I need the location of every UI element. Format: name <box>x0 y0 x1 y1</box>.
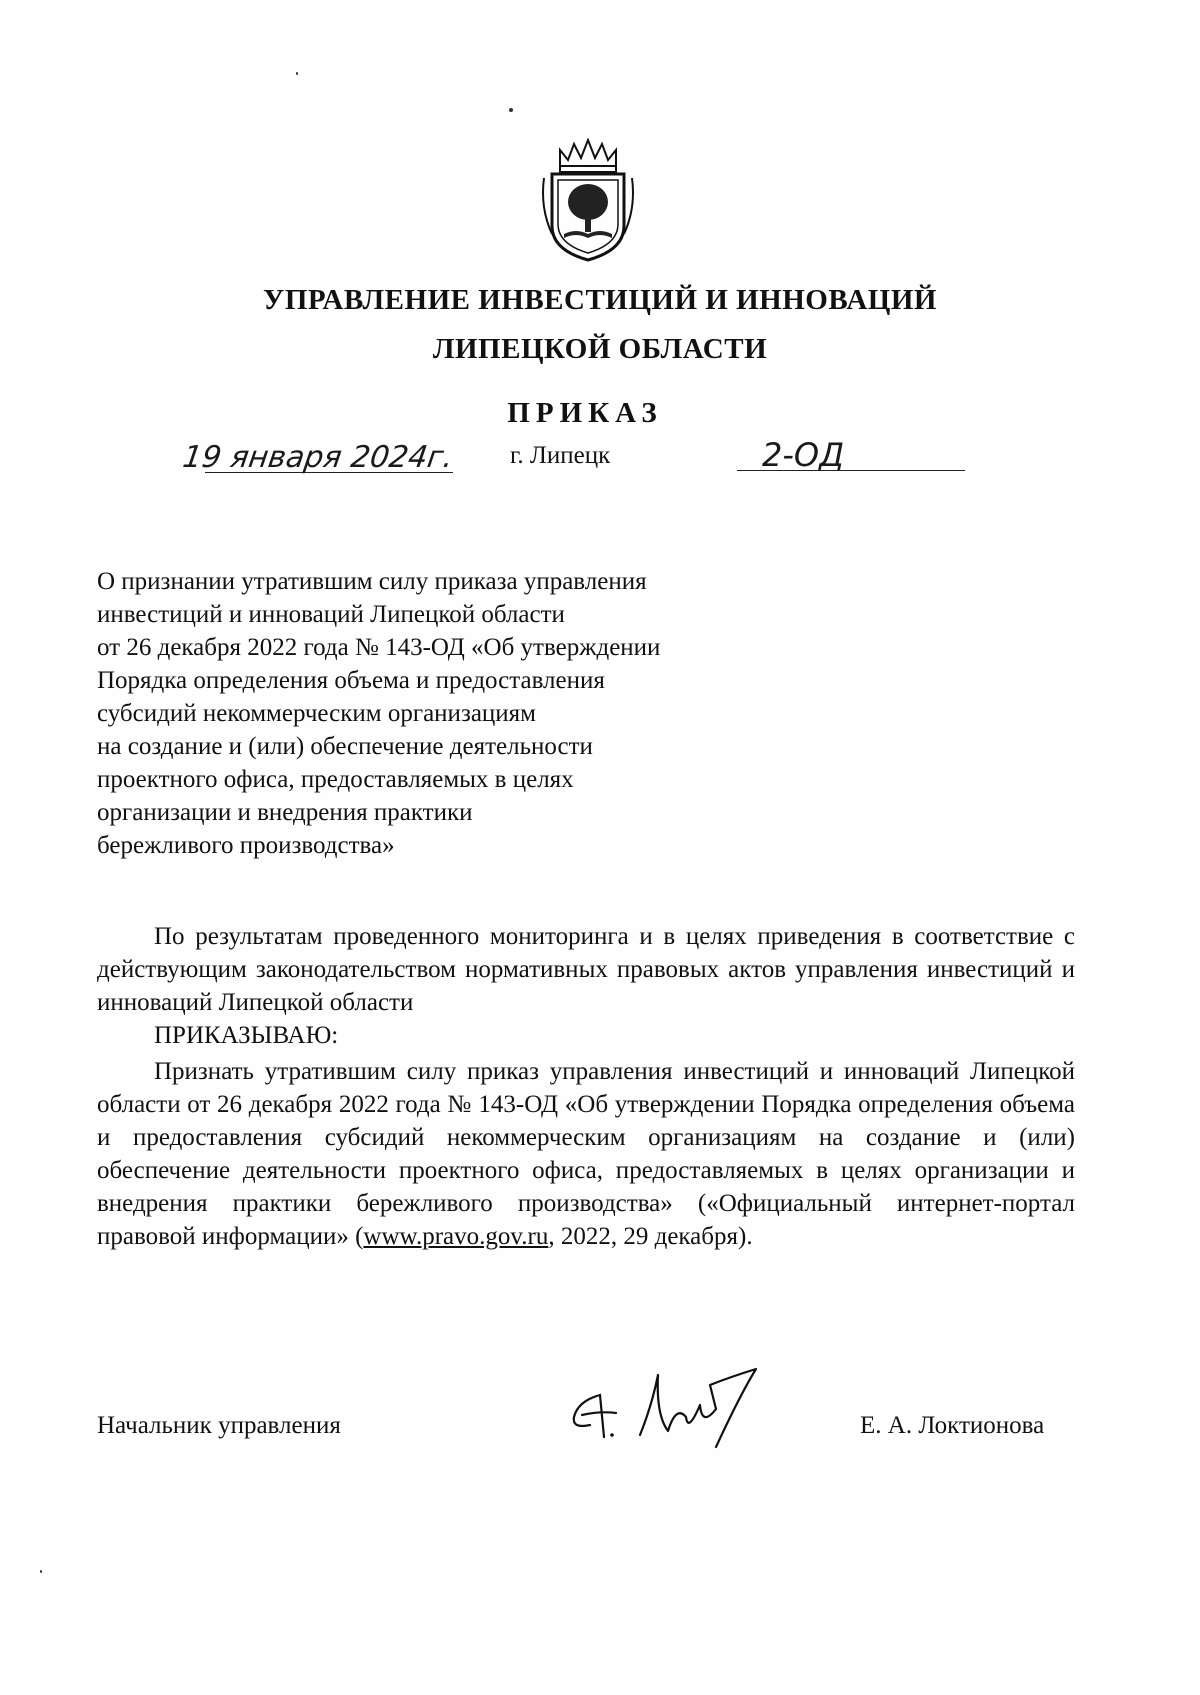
subject-line: проектного офиса, предоставляемых в целях <box>97 766 574 793</box>
number-underline <box>737 470 965 471</box>
coat-of-arms-emblem <box>538 138 638 264</box>
date-underline <box>205 472 453 473</box>
handwritten-document-number: 2-ОД <box>762 436 845 474</box>
signatory-name: Е. А. Локтионова <box>860 1412 1045 1439</box>
subject-line: бережливого производства» <box>97 832 395 859</box>
handwritten-date: 19 января 2024г. <box>180 440 456 475</box>
subject-line: О признании утратившим силу приказа управления <box>97 568 647 595</box>
preamble-paragraph: По результатам проведенного мониторинга и в целях приведения в соответствие с действующим законодательством нормативных правовых актов управления инвестиций и инноваций Липецкой области <box>97 923 1075 1016</box>
order-paragraph-text: Признать утратившим силу приказ управления инвестиций и инноваций Липецкой области от 26 декабря 2022 года № 143-ОД «Об утверждении Порядка определения объема и предоставления субсидий некоммерческим организациям на создание и (или) обеспечение деятельности проектного офиса, предоставляемых в целях организации и внедрения практики бережливого производства» («Официальный интернет-портал правовой информации» <box>97 1058 1075 1250</box>
subject-line: от 26 декабря 2022 года № 143-ОД «Об утверждении <box>97 634 661 661</box>
subject-line: субсидий некоммерческим организациям <box>97 700 536 727</box>
scan-speck <box>509 108 513 112</box>
signatory-title: Начальник управления <box>97 1412 341 1439</box>
organization-title-line1: УПРАВЛЕНИЕ ИНВЕСТИЦИЙ И ИННОВАЦИЙ <box>263 284 937 316</box>
city-label: г. Липецк <box>510 442 611 469</box>
subject-line: Порядка определения объема и предоставления <box>97 667 605 694</box>
order-paragraph: Признать утратившим силу приказ управления инвестиций и инноваций Липецкой области от 26 декабря 2022 года № 143-ОД «Об утверждении Порядка определения объема и предоставления субсидий некоммерческим организациям на создание и (или) обеспечение деятельности проектного офиса, предоставляемых в целях организации и внедрения практики бережливого производства» («Официальный интернет-портал правовой информации» (www.pravo.gov.ru, 2022, 29 декабря). <box>97 1058 1075 1250</box>
subject-line: инвестиций и инноваций Липецкой области <box>97 601 565 628</box>
handwritten-signature <box>560 1365 790 1455</box>
order-directive-word: ПРИКАЗЫВАЮ: <box>154 1022 339 1049</box>
document-subject <box>97 565 797 862</box>
document-type-heading: ПРИКАЗ <box>507 397 663 429</box>
scan-speck <box>296 72 298 75</box>
subject-line: организации и внедрения практики <box>97 799 473 826</box>
organization-title-line2: ЛИПЕЦКОЙ ОБЛАСТИ <box>432 333 768 365</box>
order-paragraph-tail: , 2022, 29 декабря). <box>548 1223 753 1250</box>
subject-line: на создание и (или) обеспечение деятельности <box>97 733 593 760</box>
pravo-link[interactable]: www.pravo.gov.ru <box>363 1223 549 1250</box>
scan-speck <box>40 1570 42 1573</box>
